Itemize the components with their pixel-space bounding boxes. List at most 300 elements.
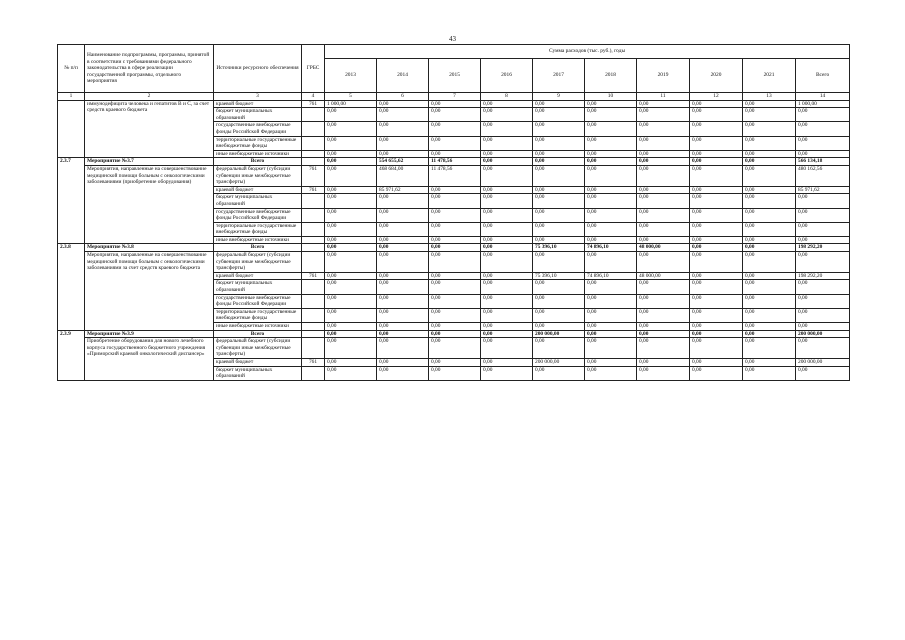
header-year: 2014 [377, 59, 429, 93]
header-year: 2016 [481, 59, 533, 93]
value-cell: 0,00 [637, 358, 690, 366]
value-cell: 200 000,00 [533, 330, 585, 338]
column-index: 5 [325, 93, 377, 101]
row-grbs [302, 366, 325, 380]
value-cell: 0,00 [743, 208, 796, 222]
value-cell: 0,00 [377, 122, 429, 136]
value-cell: 0,00 [533, 308, 585, 322]
value-cell: 554 655,62 [377, 158, 429, 166]
header-year: 2017 [533, 59, 585, 93]
value-cell: 0,00 [743, 280, 796, 294]
value-cell: 0,00 [377, 323, 429, 331]
row-source: краевой бюджет [214, 100, 302, 108]
row-source: государственные внебюджетные фонды Российской Федерации [214, 294, 302, 308]
header-year: 2015 [429, 59, 481, 93]
value-cell: 0,00 [533, 222, 585, 236]
value-cell: 0,00 [585, 186, 637, 194]
value-cell: 0,00 [377, 294, 429, 308]
header-sum-title: Сумма расходов (тыс. руб.), годы [325, 45, 850, 59]
row-title: Мероприятие №3.9 [85, 330, 214, 338]
row-source: территориальные государственные внебюджетные фонды [214, 222, 302, 236]
value-cell: 0,00 [481, 323, 533, 331]
value-cell: 0,00 [481, 100, 533, 108]
value-cell: 0,00 [481, 136, 533, 150]
value-cell: 0,00 [796, 150, 850, 158]
value-cell: 0,00 [585, 136, 637, 150]
row-grbs [302, 330, 325, 338]
value-cell: 0,00 [585, 100, 637, 108]
row-num: 2.3.7 [58, 158, 85, 244]
value-cell: 48 000,00 [637, 244, 690, 252]
value-cell: 0,00 [690, 122, 743, 136]
header-name: Наименование подпрограммы, программы, принятой в соответствии с требованиями федерального законодательства в сфере реализации государственной программы, отдельного мероприятия [85, 45, 214, 93]
row-grbs: 761 [302, 186, 325, 194]
row-source: краевой бюджет [214, 272, 302, 280]
value-cell: 0,00 [325, 330, 377, 338]
value-cell: 0,00 [481, 338, 533, 359]
value-cell: 0,00 [481, 252, 533, 273]
row-grbs: 761 [302, 272, 325, 280]
value-cell: 11 478,56 [429, 158, 481, 166]
value-cell: 0,00 [690, 272, 743, 280]
value-cell: 0,00 [637, 194, 690, 208]
row-grbs: 761 [302, 165, 325, 186]
row-source: краевой бюджет [214, 186, 302, 194]
row-grbs [302, 122, 325, 136]
value-cell: 11 478,56 [429, 165, 481, 186]
value-cell: 0,00 [481, 330, 533, 338]
value-cell: 0,00 [377, 330, 429, 338]
column-index: 13 [743, 93, 796, 101]
table-header [58, 45, 850, 101]
value-cell: 0,00 [481, 208, 533, 222]
header-year: 2020 [690, 59, 743, 93]
row-grbs [302, 294, 325, 308]
value-cell: 0,00 [377, 100, 429, 108]
value-cell: 0,00 [637, 186, 690, 194]
value-cell: 0,00 [481, 186, 533, 194]
value-cell: 0,00 [585, 158, 637, 166]
value-cell: 75 396,10 [533, 244, 585, 252]
row-total-label: Всего [214, 158, 302, 166]
row-source: бюджет муниципальных образований [214, 280, 302, 294]
value-cell: 0,00 [796, 122, 850, 136]
header-year: Всего [796, 59, 850, 93]
value-cell: 0,00 [743, 108, 796, 122]
value-cell: 0,00 [690, 208, 743, 222]
value-cell: 0,00 [533, 208, 585, 222]
value-cell: 0,00 [325, 208, 377, 222]
row-grbs [302, 323, 325, 331]
value-cell: 0,00 [796, 323, 850, 331]
row-grbs [302, 158, 325, 166]
value-cell: 0,00 [429, 280, 481, 294]
row-title: Мероприятие №3.7 [85, 158, 214, 166]
value-cell: 0,00 [533, 150, 585, 158]
value-cell: 0,00 [533, 252, 585, 273]
column-index: 1 [58, 93, 85, 101]
value-cell: 0,00 [637, 222, 690, 236]
value-cell: 0,00 [585, 323, 637, 331]
value-cell: 0,00 [637, 330, 690, 338]
value-cell: 0,00 [796, 136, 850, 150]
value-cell: 1 000,00 [325, 100, 377, 108]
value-cell: 0,00 [585, 165, 637, 186]
value-cell: 0,00 [325, 338, 377, 359]
value-cell: 0,00 [429, 366, 481, 380]
value-cell: 0,00 [325, 194, 377, 208]
value-cell: 0,00 [481, 280, 533, 294]
value-cell: 0,00 [429, 150, 481, 158]
value-cell: 0,00 [533, 136, 585, 150]
value-cell: 0,00 [481, 194, 533, 208]
value-cell: 0,00 [325, 358, 377, 366]
row-grbs: 761 [302, 358, 325, 366]
value-cell: 0,00 [377, 236, 429, 244]
value-cell: 0,00 [481, 272, 533, 280]
row-source: федеральный бюджет (субсидии субвенции иные межбюджетные трансферты) [214, 338, 302, 359]
value-cell: 0,00 [429, 330, 481, 338]
value-cell: 0,00 [481, 158, 533, 166]
value-cell: 0,00 [690, 323, 743, 331]
value-cell: 1 000,00 [796, 100, 850, 108]
value-cell: 0,00 [481, 366, 533, 380]
table-row-total [58, 244, 850, 252]
value-cell: 0,00 [429, 186, 481, 194]
row-source: иные внебюджетные источники [214, 236, 302, 244]
value-cell: 0,00 [481, 358, 533, 366]
value-cell: 0,00 [743, 194, 796, 208]
value-cell: 0,00 [743, 244, 796, 252]
value-cell: 0,00 [637, 122, 690, 136]
row-source: бюджет муниципальных образований [214, 366, 302, 380]
value-cell: 0,00 [533, 186, 585, 194]
row-num: 2.3.8 [58, 244, 85, 330]
value-cell: 0,00 [325, 308, 377, 322]
value-cell: 0,00 [690, 186, 743, 194]
row-num: 2.3.9 [58, 330, 85, 380]
value-cell: 0,00 [377, 358, 429, 366]
value-cell: 0,00 [690, 165, 743, 186]
value-cell: 0,00 [743, 158, 796, 166]
row-source: краевой бюджет [214, 358, 302, 366]
value-cell: 0,00 [377, 338, 429, 359]
row-name: иммунодефицита человека и гепатитов В и С, за счет средств краевого бюджета [85, 100, 214, 158]
value-cell: 0,00 [690, 358, 743, 366]
value-cell: 0,00 [690, 280, 743, 294]
row-description: Приобретение оборудования для нового лечебного корпуса государственного бюджетного учреждения «Приморский краевой онкологический диспансер» [85, 338, 214, 381]
value-cell: 0,00 [377, 366, 429, 380]
header-source: Источники ресурсного обеспечения [214, 45, 302, 93]
header-year: 2013 [325, 59, 377, 93]
value-cell: 0,00 [796, 294, 850, 308]
row-source: территориальные государственные внебюджетные фонды [214, 136, 302, 150]
column-index: 2 [85, 93, 214, 101]
value-cell: 0,00 [429, 323, 481, 331]
value-cell: 0,00 [796, 280, 850, 294]
value-cell: 0,00 [429, 244, 481, 252]
row-source: федеральный бюджет (субсидии субвенции иные межбюджетные трансферты) [214, 252, 302, 273]
value-cell: 0,00 [533, 165, 585, 186]
value-cell: 0,00 [481, 108, 533, 122]
value-cell: 0,00 [690, 338, 743, 359]
budget-table [57, 44, 850, 381]
row-total-label: Всего [214, 330, 302, 338]
value-cell: 0,00 [533, 294, 585, 308]
header-year: 2021 [743, 59, 796, 93]
value-cell: 0,00 [481, 308, 533, 322]
column-index: 8 [481, 93, 533, 101]
row-grbs [302, 236, 325, 244]
value-cell: 0,00 [429, 338, 481, 359]
value-cell: 0,00 [690, 222, 743, 236]
value-cell: 0,00 [429, 208, 481, 222]
header-grbs: ГРБС [302, 45, 325, 93]
value-cell: 0,00 [377, 222, 429, 236]
value-cell: 0,00 [585, 150, 637, 158]
table-row-total [58, 330, 850, 338]
value-cell: 0,00 [325, 136, 377, 150]
value-cell: 0,00 [690, 158, 743, 166]
value-cell: 0,00 [377, 108, 429, 122]
value-cell: 0,00 [690, 308, 743, 322]
value-cell: 0,00 [637, 338, 690, 359]
value-cell: 85 971,62 [796, 186, 850, 194]
value-cell: 85 971,62 [377, 186, 429, 194]
value-cell: 0,00 [325, 294, 377, 308]
value-cell: 0,00 [585, 236, 637, 244]
value-cell: 0,00 [533, 366, 585, 380]
value-cell: 0,00 [533, 108, 585, 122]
row-grbs [302, 208, 325, 222]
value-cell: 0,00 [481, 150, 533, 158]
table-body [58, 100, 850, 380]
table-row [58, 338, 850, 359]
value-cell: 0,00 [743, 308, 796, 322]
value-cell: 0,00 [429, 194, 481, 208]
value-cell: 200 000,00 [796, 330, 850, 338]
value-cell: 0,00 [429, 236, 481, 244]
value-cell: 0,00 [690, 330, 743, 338]
value-cell: 0,00 [585, 222, 637, 236]
value-cell: 0,00 [325, 236, 377, 244]
value-cell: 0,00 [690, 244, 743, 252]
value-cell: 0,00 [585, 330, 637, 338]
row-source: бюджет муниципальных образований [214, 194, 302, 208]
value-cell: 0,00 [743, 165, 796, 186]
value-cell: 0,00 [743, 358, 796, 366]
value-cell: 0,00 [690, 150, 743, 158]
value-cell: 0,00 [481, 222, 533, 236]
value-cell: 0,00 [533, 158, 585, 166]
value-cell: 0,00 [743, 150, 796, 158]
column-index: 3 [214, 93, 302, 101]
value-cell: 0,00 [429, 136, 481, 150]
value-cell: 0,00 [377, 252, 429, 273]
table-row [58, 100, 850, 108]
value-cell: 0,00 [637, 158, 690, 166]
value-cell: 0,00 [637, 308, 690, 322]
value-cell: 0,00 [325, 323, 377, 331]
value-cell: 0,00 [796, 194, 850, 208]
row-grbs [302, 252, 325, 273]
row-source: иные внебюджетные источники [214, 150, 302, 158]
value-cell: 0,00 [325, 186, 377, 194]
value-cell: 0,00 [690, 136, 743, 150]
value-cell: 0,00 [429, 308, 481, 322]
page-number: 43 [449, 35, 456, 43]
value-cell: 74 896,10 [585, 244, 637, 252]
value-cell: 480 162,56 [796, 165, 850, 186]
row-grbs [302, 150, 325, 158]
value-cell: 0,00 [690, 100, 743, 108]
row-description: Мероприятия, направленные на совершенствование медицинской помощи больным с онкологическими заболеваниями за счет средств краевого бюджета [85, 252, 214, 331]
value-cell: 0,00 [637, 294, 690, 308]
value-cell: 0,00 [796, 338, 850, 359]
value-cell: 198 292,20 [796, 272, 850, 280]
value-cell: 0,00 [325, 165, 377, 186]
value-cell: 0,00 [585, 122, 637, 136]
value-cell: 0,00 [743, 136, 796, 150]
value-cell: 0,00 [690, 294, 743, 308]
value-cell: 0,00 [585, 366, 637, 380]
row-source: иные внебюджетные источники [214, 323, 302, 331]
value-cell: 0,00 [325, 366, 377, 380]
value-cell: 0,00 [429, 252, 481, 273]
value-cell: 75 396,10 [533, 272, 585, 280]
value-cell: 0,00 [743, 186, 796, 194]
row-source: государственные внебюджетные фонды Российской Федерации [214, 208, 302, 222]
value-cell: 0,00 [377, 194, 429, 208]
value-cell: 0,00 [533, 338, 585, 359]
value-cell: 0,00 [429, 358, 481, 366]
value-cell: 0,00 [637, 252, 690, 273]
value-cell: 0,00 [743, 272, 796, 280]
value-cell: 0,00 [796, 108, 850, 122]
value-cell: 0,00 [690, 108, 743, 122]
value-cell: 0,00 [637, 136, 690, 150]
value-cell: 0,00 [533, 280, 585, 294]
row-grbs [302, 194, 325, 208]
row-grbs [302, 338, 325, 359]
row-grbs: 761 [302, 100, 325, 108]
column-index: 6 [377, 93, 429, 101]
value-cell: 0,00 [585, 208, 637, 222]
value-cell: 0,00 [637, 366, 690, 380]
row-source: бюджет муниципальных образований [214, 108, 302, 122]
value-cell: 0,00 [637, 208, 690, 222]
value-cell: 0,00 [377, 150, 429, 158]
value-cell: 0,00 [325, 252, 377, 273]
value-cell: 566 134,18 [796, 158, 850, 166]
value-cell: 0,00 [690, 236, 743, 244]
row-grbs [302, 308, 325, 322]
value-cell: 0,00 [796, 208, 850, 222]
value-cell: 0,00 [377, 208, 429, 222]
header-year: 2019 [637, 59, 690, 93]
value-cell: 0,00 [481, 294, 533, 308]
value-cell: 0,00 [637, 150, 690, 158]
value-cell: 0,00 [796, 366, 850, 380]
row-title: Мероприятие №3.8 [85, 244, 214, 252]
value-cell: 0,00 [637, 108, 690, 122]
column-index: 7 [429, 93, 481, 101]
column-index: 14 [796, 93, 850, 101]
value-cell: 0,00 [585, 194, 637, 208]
value-cell: 0,00 [325, 222, 377, 236]
value-cell: 0,00 [796, 236, 850, 244]
value-cell: 0,00 [637, 165, 690, 186]
column-index: 9 [533, 93, 585, 101]
value-cell: 0,00 [325, 158, 377, 166]
value-cell: 0,00 [325, 244, 377, 252]
column-index: 4 [302, 93, 325, 101]
value-cell: 0,00 [481, 244, 533, 252]
value-cell: 0,00 [743, 100, 796, 108]
value-cell: 0,00 [743, 222, 796, 236]
value-cell: 0,00 [796, 308, 850, 322]
value-cell: 0,00 [377, 272, 429, 280]
value-cell: 0,00 [743, 252, 796, 273]
value-cell: 0,00 [481, 122, 533, 136]
value-cell: 0,00 [585, 294, 637, 308]
value-cell: 0,00 [325, 150, 377, 158]
row-total-label: Всего [214, 244, 302, 252]
value-cell: 0,00 [743, 122, 796, 136]
value-cell: 198 292,20 [796, 244, 850, 252]
value-cell: 0,00 [743, 366, 796, 380]
value-cell: 0,00 [429, 294, 481, 308]
value-cell: 0,00 [429, 272, 481, 280]
value-cell: 0,00 [377, 244, 429, 252]
row-source: территориальные государственные внебюджетные фонды [214, 308, 302, 322]
header-year: 2018 [585, 59, 637, 93]
value-cell: 0,00 [743, 330, 796, 338]
column-index: 10 [585, 93, 637, 101]
value-cell: 0,00 [585, 338, 637, 359]
value-cell: 0,00 [585, 280, 637, 294]
column-index: 11 [637, 93, 690, 101]
value-cell: 0,00 [429, 122, 481, 136]
value-cell: 0,00 [743, 338, 796, 359]
table-row [58, 165, 850, 186]
value-cell: 0,00 [325, 272, 377, 280]
value-cell: 0,00 [429, 100, 481, 108]
row-source: федеральный бюджет (субсидии субвенции иные межбюджетные трансферты) [214, 165, 302, 186]
value-cell: 0,00 [429, 222, 481, 236]
row-grbs [302, 222, 325, 236]
table-row-total [58, 158, 850, 166]
row-grbs [302, 244, 325, 252]
value-cell: 0,00 [585, 108, 637, 122]
value-cell: 0,00 [796, 222, 850, 236]
value-cell: 0,00 [637, 280, 690, 294]
value-cell: 0,00 [690, 366, 743, 380]
value-cell: 0,00 [533, 236, 585, 244]
value-cell: 0,00 [481, 236, 533, 244]
value-cell: 0,00 [585, 308, 637, 322]
value-cell: 0,00 [690, 194, 743, 208]
value-cell: 0,00 [377, 308, 429, 322]
value-cell: 0,00 [743, 323, 796, 331]
row-grbs [302, 108, 325, 122]
value-cell: 0,00 [637, 100, 690, 108]
value-cell: 0,00 [743, 294, 796, 308]
row-source: государственные внебюджетные фонды Российской Федерации [214, 122, 302, 136]
row-grbs [302, 280, 325, 294]
row-num [58, 100, 85, 158]
value-cell: 0,00 [796, 252, 850, 273]
